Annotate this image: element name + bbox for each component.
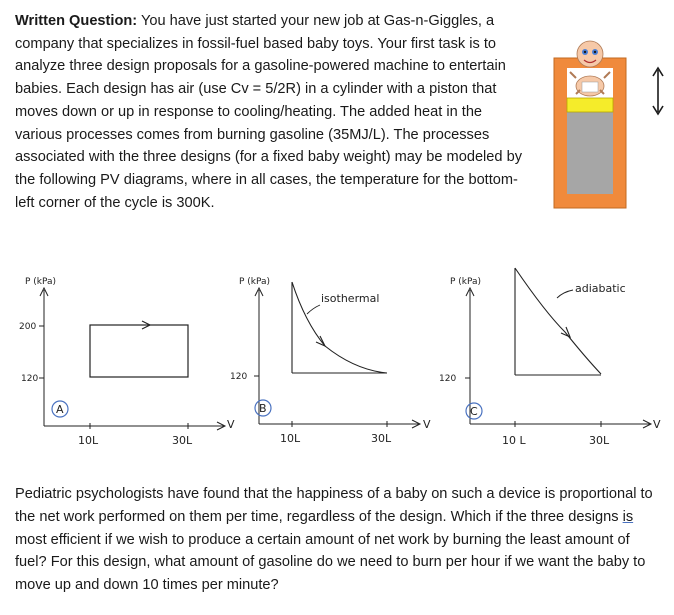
x-axis-label: V [653,418,661,431]
y-axis-label: P (kPa) [450,277,482,287]
y-axis-label: P (kPa) [239,277,271,287]
pv-diagram-b [225,262,445,458]
design-c-label: C [470,405,478,418]
x-axis-label: V [423,418,431,431]
y-tick-120: 120 [21,374,39,384]
x-tick-10l: 10L [280,432,301,445]
y-tick-120: 120 [230,372,248,382]
question-label: Written Question: [15,13,138,29]
intro-text: You have just started your new job at Gas-n-Giggles, a company that specializes in fossil-fuel based baby toys. Your first task is to analyze three design proposals for a gasoline-powered machine to entertain babies. Each design has air (use Cv = 5/2R) in a cylinder with a piston that moves down or up in response to cooling/heating. The added heat in the various processes comes from burning gasoline (35MJ/L). The processes associated with the three designs (for a fixed baby weight) may be modeled by the following PV diagrams, where in all cases, the temperature for the bottom-left corner of the cycle is 300K. [15,13,523,211]
x-tick-30l: 30L [371,432,392,445]
x-tick-30l: 30L [589,434,610,447]
x-tick-10l: 10 L [502,434,526,447]
gas-region [567,112,613,194]
design-b-label: B [259,402,267,415]
cylinder-illustration [540,28,674,218]
cycle-rectangle [90,325,188,377]
outro-text-after: most efficient if we wish to produce a certain amount of net work by burning the least amount of fuel? For this design, what amount of gasoline do we need to burn per hour if we want the baby to move up and down 10 times per minute? [15,531,646,594]
outro-is: is [622,508,634,525]
up-down-arrow-icon [653,68,663,114]
pv-diagram-a [10,268,235,458]
x-tick-30l: 30L [172,434,193,447]
isothermal-note: isothermal [321,292,380,305]
y-tick-200: 200 [19,322,37,332]
x-axis-label: V [227,418,235,431]
outro-text-before: Pediatric psychologists have found that the happiness of a baby on such a device is proportional to the net work performed on them per time, regardless of the design. Which if the three designs [15,486,653,525]
design-a-label: A [56,403,64,416]
piston [567,98,613,112]
x-tick-10l: 10L [78,434,99,447]
y-tick-120: 120 [439,374,457,384]
outro-paragraph [15,483,655,597]
adiabatic-note: adiabatic [575,282,626,295]
y-axis-label: P (kPa) [25,277,57,287]
intro-paragraph [15,10,530,214]
pv-diagram-c [425,262,674,458]
